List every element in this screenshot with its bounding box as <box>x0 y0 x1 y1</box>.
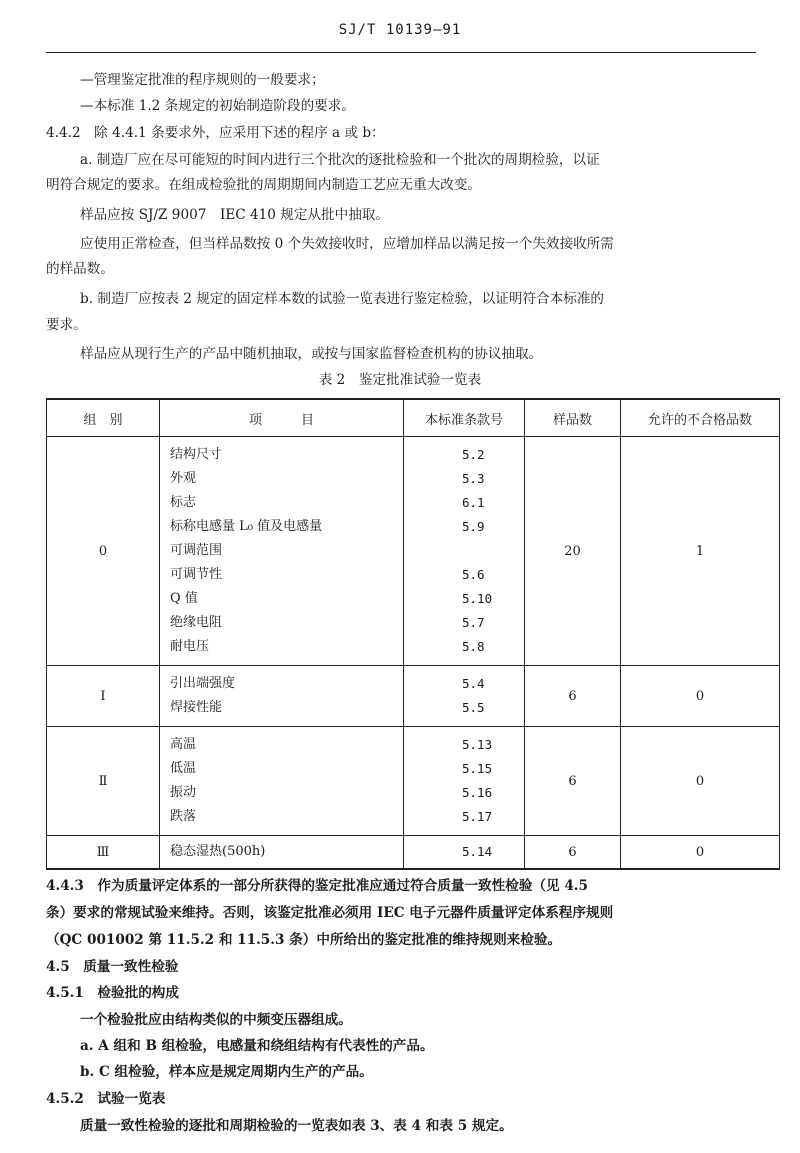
allowed-cell: 1 <box>621 437 780 666</box>
paragraph-p5: 样品应按 SJ/Z 9007 IEC 410 规定从批中抽取。 <box>80 207 390 223</box>
item-text: 引出端强度 <box>170 676 236 691</box>
table-row <box>47 727 780 836</box>
item-text: 振动 <box>170 785 197 800</box>
table-title: 表 2 鉴定批准试验一览表 <box>318 372 482 388</box>
clauses-cell <box>404 666 525 727</box>
group-cell: Ⅲ <box>47 836 160 870</box>
paragraph-p7b: 要求。 <box>46 317 87 333</box>
paragraph-p16: 质量一致性检验的逐批和周期检验的一览表如表 3、表 4 和表 5 规定。 <box>80 1118 513 1134</box>
clause-text: 5.17 <box>462 809 493 824</box>
item-text: 高温 <box>170 737 197 752</box>
group-cell: 0 <box>47 437 160 666</box>
item-text: 外观 <box>170 471 197 486</box>
table-row <box>47 666 780 727</box>
item-text: 结构尺寸 <box>170 447 223 462</box>
clause-text: 5.14 <box>462 844 493 859</box>
clause-text: 5.5 <box>462 700 485 715</box>
group-cell: Ⅰ <box>47 666 160 727</box>
clause-text: 5.3 <box>462 471 485 486</box>
items-cell <box>160 836 404 870</box>
paragraph-p14: b. C 组检验，样本应是规定周期内生产的产品。 <box>80 1064 373 1080</box>
clause-text: 5.13 <box>462 737 493 752</box>
clauses-cell <box>404 727 525 836</box>
paragraph-p6b: 的样品数。 <box>46 261 114 277</box>
section-heading-4-5-1: 4.5.1 检验批的构成 <box>46 985 179 1001</box>
clause-text: 5.6 <box>462 567 485 582</box>
paragraph-p8: 样品应从现行生产的产品中随机抽取，或按与国家监督检查机构的协议抽取。 <box>80 346 543 362</box>
clause-text: 5.8 <box>462 639 485 654</box>
page-header: SJ/T 10139—91 <box>338 22 462 38</box>
item-text: 耐电压 <box>170 639 210 654</box>
header-rule <box>46 52 756 53</box>
items-cell <box>160 727 404 836</box>
section-heading-4-5-2: 4.5.2 试验一览表 <box>46 1091 166 1107</box>
clauses-cell <box>404 437 525 666</box>
paragraph-p9c: （QC 001002 第 11.5.2 和 11.5.3 条）中所给出的鉴定批准的维持规则来检验。 <box>46 932 562 948</box>
header-allowed: 允许的不合格品数 <box>621 399 780 437</box>
clause-text: 5.16 <box>462 785 493 800</box>
samples-cell: 6 <box>525 666 621 727</box>
samples-cell: 20 <box>525 437 621 666</box>
table-header-row <box>47 399 780 437</box>
paragraph-p4b: 明符合规定的要求。在组成检验批的周期期间内制造工艺应无重大改变。 <box>46 177 481 193</box>
paragraph-p13: a. A 组和 B 组检验，电感量和绕组结构有代表性的产品。 <box>80 1038 434 1054</box>
clause-text <box>404 539 524 563</box>
clause-text: 6.1 <box>462 495 485 510</box>
item-text: Q 值 <box>170 591 198 606</box>
item-text: 焊接性能 <box>170 700 223 715</box>
samples-cell: 6 <box>525 836 621 870</box>
header-item: 项 目 <box>160 399 404 437</box>
clause-text: 5.4 <box>462 676 485 691</box>
samples-cell: 6 <box>525 727 621 836</box>
table-2 <box>46 398 780 870</box>
paragraph-p12: 一个检验批应由结构类似的中频变压器组成。 <box>80 1012 352 1028</box>
header-clause: 本标准条款号 <box>404 399 525 437</box>
item-text: 跌落 <box>170 809 197 824</box>
clause-text: 5.15 <box>462 761 493 776</box>
clauses-cell <box>404 836 525 870</box>
allowed-cell: 0 <box>621 836 780 870</box>
paragraph-p9b: 条）要求的常规试验来维持。否则，该鉴定批准必须用 IEC 电子元器件质量评定体系程序规则 <box>46 905 614 921</box>
table-row <box>47 836 780 870</box>
clause-text: 5.2 <box>462 447 485 462</box>
item-text: 稳态湿热(500h) <box>170 844 266 859</box>
paragraph-p6a: 应使用正常检查，但当样品数按 0 个失效接收时，应增加样品以满足按一个失效接收所需 <box>80 236 614 252</box>
clause-text: 5.7 <box>462 615 485 630</box>
item-text: 标称电感量 L₀ 值及电感量 <box>170 519 323 534</box>
clause-text: 5.9 <box>462 519 485 534</box>
items-cell <box>160 666 404 727</box>
paragraph-p9a: 4.4.3 作为质量评定体系的一部分所获得的鉴定批准应通过符合质量一致性检验（见 4.5 <box>46 878 589 894</box>
items-cell <box>160 437 404 666</box>
section-heading-4-5: 4.5 质量一致性检验 <box>46 959 179 975</box>
allowed-cell: 0 <box>621 727 780 836</box>
item-text: 可调范围 <box>170 543 223 558</box>
header-group: 组 别 <box>47 399 160 437</box>
paragraph-p7a: b. 制造厂应按表 2 规定的固定样本数的试验一览表进行鉴定检验，以证明符合本标准的 <box>80 291 605 307</box>
paragraph-p1: —管理鉴定批准的程序规则的一般要求； <box>80 72 325 88</box>
allowed-cell: 0 <box>621 666 780 727</box>
item-text: 可调节性 <box>170 567 223 582</box>
clause-text: 5.10 <box>462 591 493 606</box>
paragraph-p3: 4.4.2 除 4.4.1 条要求外，应采用下述的程序 a 或 b： <box>46 125 385 141</box>
group-cell: Ⅱ <box>47 727 160 836</box>
item-text: 标志 <box>170 495 197 510</box>
item-text: 绝缘电阻 <box>170 615 223 630</box>
paragraph-p2: —本标准 1.2 条规定的初始制造阶段的要求。 <box>80 98 355 114</box>
item-text: 低温 <box>170 761 197 776</box>
paragraph-p4a: a. 制造厂应在尽可能短的时间内进行三个批次的逐批检验和一个批次的周期检验，以证 <box>80 152 600 168</box>
table-row <box>47 437 780 666</box>
header-samples: 样品数 <box>525 399 621 437</box>
